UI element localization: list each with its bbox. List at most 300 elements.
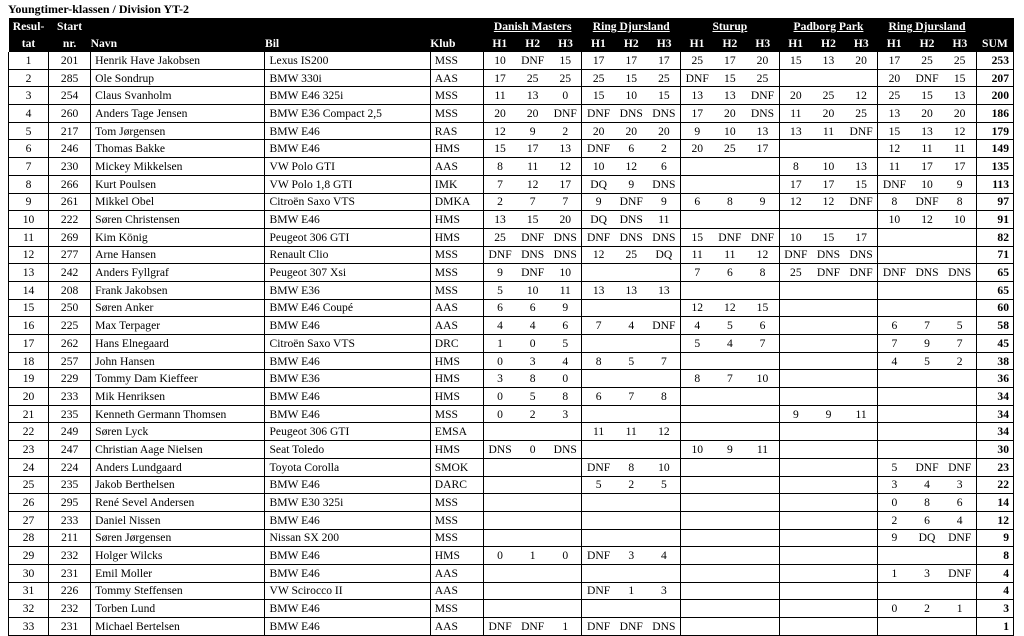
- heat-score-cell: 25: [549, 69, 582, 87]
- heat-score-cell: [911, 228, 944, 246]
- heat-score-cell: 20: [483, 105, 516, 123]
- club-cell: MSS: [430, 494, 483, 512]
- heat-score-cell: 2: [943, 352, 976, 370]
- heat-score-cell: 1: [943, 600, 976, 618]
- heat-score-cell: [779, 317, 812, 335]
- start-nr-cell: 246: [49, 140, 91, 158]
- heat-score-cell: 25: [681, 52, 714, 69]
- heat-score-cell: 13: [713, 87, 746, 105]
- heat-score-cell: 7: [746, 335, 779, 353]
- heat-score-cell: 5: [516, 388, 549, 406]
- heat-score-cell: 17: [648, 52, 681, 69]
- heat-score-cell: 4: [483, 317, 516, 335]
- heat-score-cell: [878, 228, 911, 246]
- heat-score-cell: [911, 547, 944, 565]
- heat-score-cell: 1: [483, 335, 516, 353]
- heat-score-cell: DNF: [911, 458, 944, 476]
- club-cell: MSS: [430, 52, 483, 69]
- heat-score-cell: 13: [878, 105, 911, 123]
- heat-score-cell: 2: [549, 122, 582, 140]
- heat-score-cell: [648, 370, 681, 388]
- heat-score-cell: [483, 582, 516, 600]
- club-cell: EMSA: [430, 423, 483, 441]
- heat-score-cell: [615, 264, 648, 282]
- heat-score-cell: 8: [943, 193, 976, 211]
- heat-score-cell: [746, 388, 779, 406]
- heat-score-cell: DNF: [582, 582, 615, 600]
- sum-cell: 65: [976, 264, 1013, 282]
- car-cell: BMW E46: [265, 405, 430, 423]
- heat-score-cell: [516, 494, 549, 512]
- start-nr-cell: 232: [49, 547, 91, 565]
- results-body: [9, 52, 1014, 635]
- heat-score-cell: 15: [746, 299, 779, 317]
- club-cell: AAS: [430, 582, 483, 600]
- heat-score-cell: [746, 423, 779, 441]
- table-row: [9, 335, 1014, 353]
- heat-score-cell: [943, 228, 976, 246]
- sum-cell: 149: [976, 140, 1013, 158]
- heat-score-cell: [549, 582, 582, 600]
- heat-score-cell: 17: [746, 140, 779, 158]
- heat-score-cell: 11: [943, 140, 976, 158]
- heat-score-cell: [648, 600, 681, 618]
- heat-score-cell: 12: [713, 299, 746, 317]
- result-cell: 14: [9, 281, 49, 299]
- heat-score-cell: [878, 423, 911, 441]
- result-cell: 7: [9, 158, 49, 176]
- heat-score-cell: DNF: [483, 618, 516, 636]
- club-cell: MSS: [430, 87, 483, 105]
- heat-score-cell: 1: [615, 582, 648, 600]
- heat-score-cell: [615, 441, 648, 459]
- heat-score-cell: [812, 69, 845, 87]
- heat-score-cell: [483, 600, 516, 618]
- heat-score-cell: [582, 564, 615, 582]
- heat-score-cell: 6: [549, 317, 582, 335]
- heat-score-cell: [845, 564, 878, 582]
- heat-score-cell: [681, 388, 714, 406]
- heat-score-cell: [549, 494, 582, 512]
- heat-score-cell: [911, 618, 944, 636]
- heat-score-cell: 0: [483, 405, 516, 423]
- heat-score-cell: [878, 281, 911, 299]
- heat-score-cell: DNF: [746, 87, 779, 105]
- heat-score-cell: 7: [713, 370, 746, 388]
- car-cell: BMW E46: [265, 317, 430, 335]
- heat-score-cell: 9: [911, 335, 944, 353]
- heat-score-cell: 13: [746, 122, 779, 140]
- heat-score-cell: 25: [615, 246, 648, 264]
- heat-score-cell: [779, 458, 812, 476]
- start-nr-cell: 295: [49, 494, 91, 512]
- table-row: [9, 405, 1014, 423]
- heat-score-cell: [812, 511, 845, 529]
- heat-score-cell: [746, 458, 779, 476]
- heat-score-cell: 13: [648, 281, 681, 299]
- heat-score-cell: 7: [943, 335, 976, 353]
- heat-score-cell: [483, 458, 516, 476]
- heat-score-cell: 25: [911, 52, 944, 69]
- club-cell: HMS: [430, 140, 483, 158]
- heat-score-cell: [681, 511, 714, 529]
- heat-score-cell: 20: [615, 122, 648, 140]
- heat-score-cell: 8: [779, 158, 812, 176]
- result-cell: 33: [9, 618, 49, 636]
- heat-score-cell: [943, 582, 976, 600]
- heat-score-cell: DQ: [648, 246, 681, 264]
- heat-score-cell: [516, 423, 549, 441]
- heat-score-cell: [582, 600, 615, 618]
- start-nr-cell: 224: [49, 458, 91, 476]
- heat-score-cell: 5: [878, 458, 911, 476]
- car-cell: BMW E46: [265, 352, 430, 370]
- heat-score-cell: [648, 335, 681, 353]
- table-row: [9, 193, 1014, 211]
- table-row: [9, 458, 1014, 476]
- heat-score-cell: 10: [812, 158, 845, 176]
- header-resul: Resul-: [9, 18, 49, 35]
- table-row: [9, 140, 1014, 158]
- header-heat: H1: [681, 35, 714, 52]
- heat-score-cell: [746, 618, 779, 636]
- heat-score-cell: 15: [681, 228, 714, 246]
- header-heat: H2: [812, 35, 845, 52]
- start-nr-cell: 269: [49, 228, 91, 246]
- car-cell: Peugeot 306 GTI: [265, 423, 430, 441]
- heat-score-cell: 9: [779, 405, 812, 423]
- heat-score-cell: [516, 511, 549, 529]
- car-cell: BMW E36: [265, 370, 430, 388]
- heat-score-cell: 20: [845, 52, 878, 69]
- heat-score-cell: [549, 458, 582, 476]
- heat-score-cell: 25: [582, 69, 615, 87]
- heat-score-cell: 11: [549, 281, 582, 299]
- heat-score-cell: 2: [516, 405, 549, 423]
- heat-score-cell: [779, 582, 812, 600]
- heat-score-cell: DQ: [582, 211, 615, 229]
- table-row: [9, 370, 1014, 388]
- heat-score-cell: DNF: [582, 140, 615, 158]
- driver-name-cell: Jakob Berthelsen: [91, 476, 265, 494]
- car-cell: Nissan SX 200: [265, 529, 430, 547]
- heat-score-cell: [812, 582, 845, 600]
- heat-score-cell: 3: [911, 564, 944, 582]
- sum-cell: 30: [976, 441, 1013, 459]
- heat-score-cell: [911, 299, 944, 317]
- heat-score-cell: [746, 511, 779, 529]
- heat-score-cell: DNF: [845, 122, 878, 140]
- heat-score-cell: 11: [681, 246, 714, 264]
- heat-score-cell: DNS: [615, 105, 648, 123]
- heat-score-cell: 13: [779, 122, 812, 140]
- heat-score-cell: [713, 582, 746, 600]
- club-cell: HMS: [430, 547, 483, 565]
- heat-score-cell: DNS: [549, 228, 582, 246]
- heat-score-cell: [911, 388, 944, 406]
- heat-score-cell: [582, 405, 615, 423]
- heat-score-cell: 15: [648, 87, 681, 105]
- car-cell: BMW E46 325i: [265, 87, 430, 105]
- heat-score-cell: 2: [615, 476, 648, 494]
- heat-score-cell: 3: [615, 547, 648, 565]
- club-cell: MSS: [430, 405, 483, 423]
- heat-score-cell: 7: [911, 317, 944, 335]
- heat-score-cell: [812, 494, 845, 512]
- heat-score-cell: [812, 281, 845, 299]
- driver-name-cell: Anders Fyllgraf: [91, 264, 265, 282]
- heat-score-cell: [943, 370, 976, 388]
- heat-score-cell: 5: [681, 335, 714, 353]
- result-cell: 30: [9, 564, 49, 582]
- start-nr-cell: 257: [49, 352, 91, 370]
- heat-score-cell: 17: [845, 228, 878, 246]
- club-cell: HMS: [430, 370, 483, 388]
- start-nr-cell: 217: [49, 122, 91, 140]
- heat-score-cell: 10: [648, 458, 681, 476]
- car-cell: VW Scirocco II: [265, 582, 430, 600]
- heat-score-cell: [779, 529, 812, 547]
- heat-score-cell: [779, 281, 812, 299]
- heat-score-cell: [746, 175, 779, 193]
- heat-score-cell: [845, 476, 878, 494]
- club-cell: HMS: [430, 441, 483, 459]
- heat-score-cell: [779, 370, 812, 388]
- heat-score-cell: DNF: [746, 228, 779, 246]
- venue-ring-djursland-2: Ring Djursland: [878, 18, 977, 35]
- start-nr-cell: 208: [49, 281, 91, 299]
- club-cell: MSS: [430, 281, 483, 299]
- heat-score-cell: [713, 547, 746, 565]
- table-row: [9, 105, 1014, 123]
- start-nr-cell: 277: [49, 246, 91, 264]
- heat-score-cell: [516, 476, 549, 494]
- heat-score-cell: [812, 370, 845, 388]
- heat-score-cell: 1: [878, 564, 911, 582]
- result-cell: 3: [9, 87, 49, 105]
- result-cell: 5: [9, 122, 49, 140]
- table-row: [9, 228, 1014, 246]
- sum-cell: 8: [976, 547, 1013, 565]
- sum-cell: 60: [976, 299, 1013, 317]
- heat-score-cell: 25: [779, 264, 812, 282]
- car-cell: Toyota Corolla: [265, 458, 430, 476]
- heat-score-cell: DNS: [911, 264, 944, 282]
- driver-name-cell: Søren Lyck: [91, 423, 265, 441]
- heat-score-cell: 8: [516, 370, 549, 388]
- table-row: [9, 87, 1014, 105]
- sum-cell: 82: [976, 228, 1013, 246]
- driver-name-cell: Thomas Bakke: [91, 140, 265, 158]
- heat-score-cell: DNF: [943, 564, 976, 582]
- heat-score-cell: 10: [713, 122, 746, 140]
- heat-score-cell: 17: [615, 52, 648, 69]
- header-heat: H1: [878, 35, 911, 52]
- table-row: [9, 423, 1014, 441]
- heat-score-cell: [582, 335, 615, 353]
- heat-score-cell: [812, 352, 845, 370]
- heat-score-cell: 12: [681, 299, 714, 317]
- car-cell: BMW E36: [265, 281, 430, 299]
- heat-score-cell: [549, 423, 582, 441]
- heat-score-cell: 6: [681, 193, 714, 211]
- table-row: [9, 246, 1014, 264]
- driver-name-cell: Søren Anker: [91, 299, 265, 317]
- heat-score-cell: 15: [779, 52, 812, 69]
- heat-score-cell: DNS: [648, 105, 681, 123]
- heat-score-cell: 11: [911, 140, 944, 158]
- heat-score-cell: [549, 564, 582, 582]
- car-cell: Renault Clio: [265, 246, 430, 264]
- heat-score-cell: 12: [746, 246, 779, 264]
- start-nr-cell: 254: [49, 87, 91, 105]
- heat-score-cell: DNS: [648, 228, 681, 246]
- header-heat: H3: [549, 35, 582, 52]
- header-sum: SUM: [976, 35, 1013, 52]
- heat-score-cell: [681, 175, 714, 193]
- heat-score-cell: [812, 317, 845, 335]
- heat-score-cell: [943, 547, 976, 565]
- heat-score-cell: 25: [812, 87, 845, 105]
- heat-score-cell: [615, 494, 648, 512]
- result-cell: 27: [9, 511, 49, 529]
- heat-score-cell: 9: [615, 175, 648, 193]
- driver-name-cell: René Sevel Andersen: [91, 494, 265, 512]
- heat-score-cell: [713, 175, 746, 193]
- heat-score-cell: [483, 511, 516, 529]
- heat-score-cell: 7: [582, 317, 615, 335]
- heat-score-cell: [713, 476, 746, 494]
- heat-score-cell: [713, 423, 746, 441]
- heat-score-cell: 0: [878, 494, 911, 512]
- heat-score-cell: 20: [713, 105, 746, 123]
- heat-score-cell: 6: [878, 317, 911, 335]
- sum-cell: 253: [976, 52, 1013, 69]
- sum-cell: 3: [976, 600, 1013, 618]
- heat-score-cell: [878, 582, 911, 600]
- heat-score-cell: [911, 405, 944, 423]
- heat-score-cell: DNF: [713, 228, 746, 246]
- heat-score-cell: 13: [911, 122, 944, 140]
- heat-score-cell: 6: [582, 388, 615, 406]
- heat-score-cell: 15: [549, 52, 582, 69]
- driver-name-cell: Kenneth Germann Thomsen: [91, 405, 265, 423]
- table-row: [9, 122, 1014, 140]
- heat-score-cell: [779, 423, 812, 441]
- heat-score-cell: DNS: [549, 441, 582, 459]
- heat-score-cell: [911, 246, 944, 264]
- heat-score-cell: DNF: [681, 69, 714, 87]
- heat-score-cell: 5: [582, 476, 615, 494]
- heat-score-cell: [812, 458, 845, 476]
- heat-score-cell: 3: [648, 582, 681, 600]
- heat-score-cell: 11: [746, 441, 779, 459]
- heat-score-cell: [812, 600, 845, 618]
- heat-score-cell: 11: [648, 211, 681, 229]
- heat-score-cell: 4: [648, 547, 681, 565]
- heat-score-cell: [812, 529, 845, 547]
- heat-score-cell: 0: [549, 87, 582, 105]
- heat-score-cell: [549, 529, 582, 547]
- start-nr-cell: 260: [49, 105, 91, 123]
- heat-score-cell: 20: [746, 52, 779, 69]
- heat-score-cell: [779, 618, 812, 636]
- heat-score-cell: 17: [516, 140, 549, 158]
- result-cell: 11: [9, 228, 49, 246]
- sum-cell: 22: [976, 476, 1013, 494]
- heat-score-cell: [943, 299, 976, 317]
- start-nr-cell: 201: [49, 52, 91, 69]
- heat-score-cell: 8: [713, 193, 746, 211]
- heat-score-cell: [681, 564, 714, 582]
- club-cell: SMOK: [430, 458, 483, 476]
- heat-score-cell: [779, 600, 812, 618]
- heat-score-cell: 10: [878, 211, 911, 229]
- table-row: [9, 175, 1014, 193]
- heat-score-cell: 12: [549, 158, 582, 176]
- heat-score-cell: 5: [615, 352, 648, 370]
- result-cell: 21: [9, 405, 49, 423]
- heat-score-cell: 20: [582, 122, 615, 140]
- heat-score-cell: DNF: [516, 618, 549, 636]
- car-cell: BMW E46: [265, 618, 430, 636]
- car-cell: BMW E46: [265, 211, 430, 229]
- heat-score-cell: 12: [582, 246, 615, 264]
- driver-name-cell: Hans Elnegaard: [91, 335, 265, 353]
- heat-score-cell: 12: [516, 175, 549, 193]
- heat-score-cell: 13: [615, 281, 648, 299]
- heat-score-cell: 1: [516, 547, 549, 565]
- heat-score-cell: [845, 299, 878, 317]
- heat-score-cell: DNS: [746, 105, 779, 123]
- heat-score-cell: DNS: [943, 264, 976, 282]
- table-row: [9, 547, 1014, 565]
- car-cell: BMW E46: [265, 388, 430, 406]
- heat-score-cell: DNF: [648, 317, 681, 335]
- heat-score-cell: DNF: [582, 458, 615, 476]
- heat-score-cell: 20: [911, 105, 944, 123]
- heat-score-cell: 13: [681, 87, 714, 105]
- heat-score-cell: [943, 281, 976, 299]
- driver-name-cell: Claus Svanholm: [91, 87, 265, 105]
- driver-name-cell: Mickey Mikkelsen: [91, 158, 265, 176]
- heat-score-cell: 0: [516, 335, 549, 353]
- heat-score-cell: 17: [911, 158, 944, 176]
- heat-score-cell: [549, 476, 582, 494]
- sum-cell: 91: [976, 211, 1013, 229]
- heat-score-cell: [878, 370, 911, 388]
- heat-score-cell: [845, 317, 878, 335]
- heat-score-cell: [878, 618, 911, 636]
- heat-score-cell: [812, 299, 845, 317]
- car-cell: BMW E46: [265, 140, 430, 158]
- table-row: [9, 69, 1014, 87]
- heat-score-cell: 15: [812, 228, 845, 246]
- heat-score-cell: 25: [845, 105, 878, 123]
- heat-score-cell: [878, 405, 911, 423]
- heat-score-cell: 4: [549, 352, 582, 370]
- header-heat: H3: [746, 35, 779, 52]
- heat-score-cell: 10: [516, 281, 549, 299]
- heat-score-cell: 6: [483, 299, 516, 317]
- header-navn: Navn: [91, 35, 265, 52]
- heat-score-cell: [615, 511, 648, 529]
- heat-score-cell: 10: [483, 52, 516, 69]
- club-cell: MSS: [430, 264, 483, 282]
- heat-score-cell: 9: [713, 441, 746, 459]
- driver-name-cell: Anders Tage Jensen: [91, 105, 265, 123]
- heat-score-cell: [582, 441, 615, 459]
